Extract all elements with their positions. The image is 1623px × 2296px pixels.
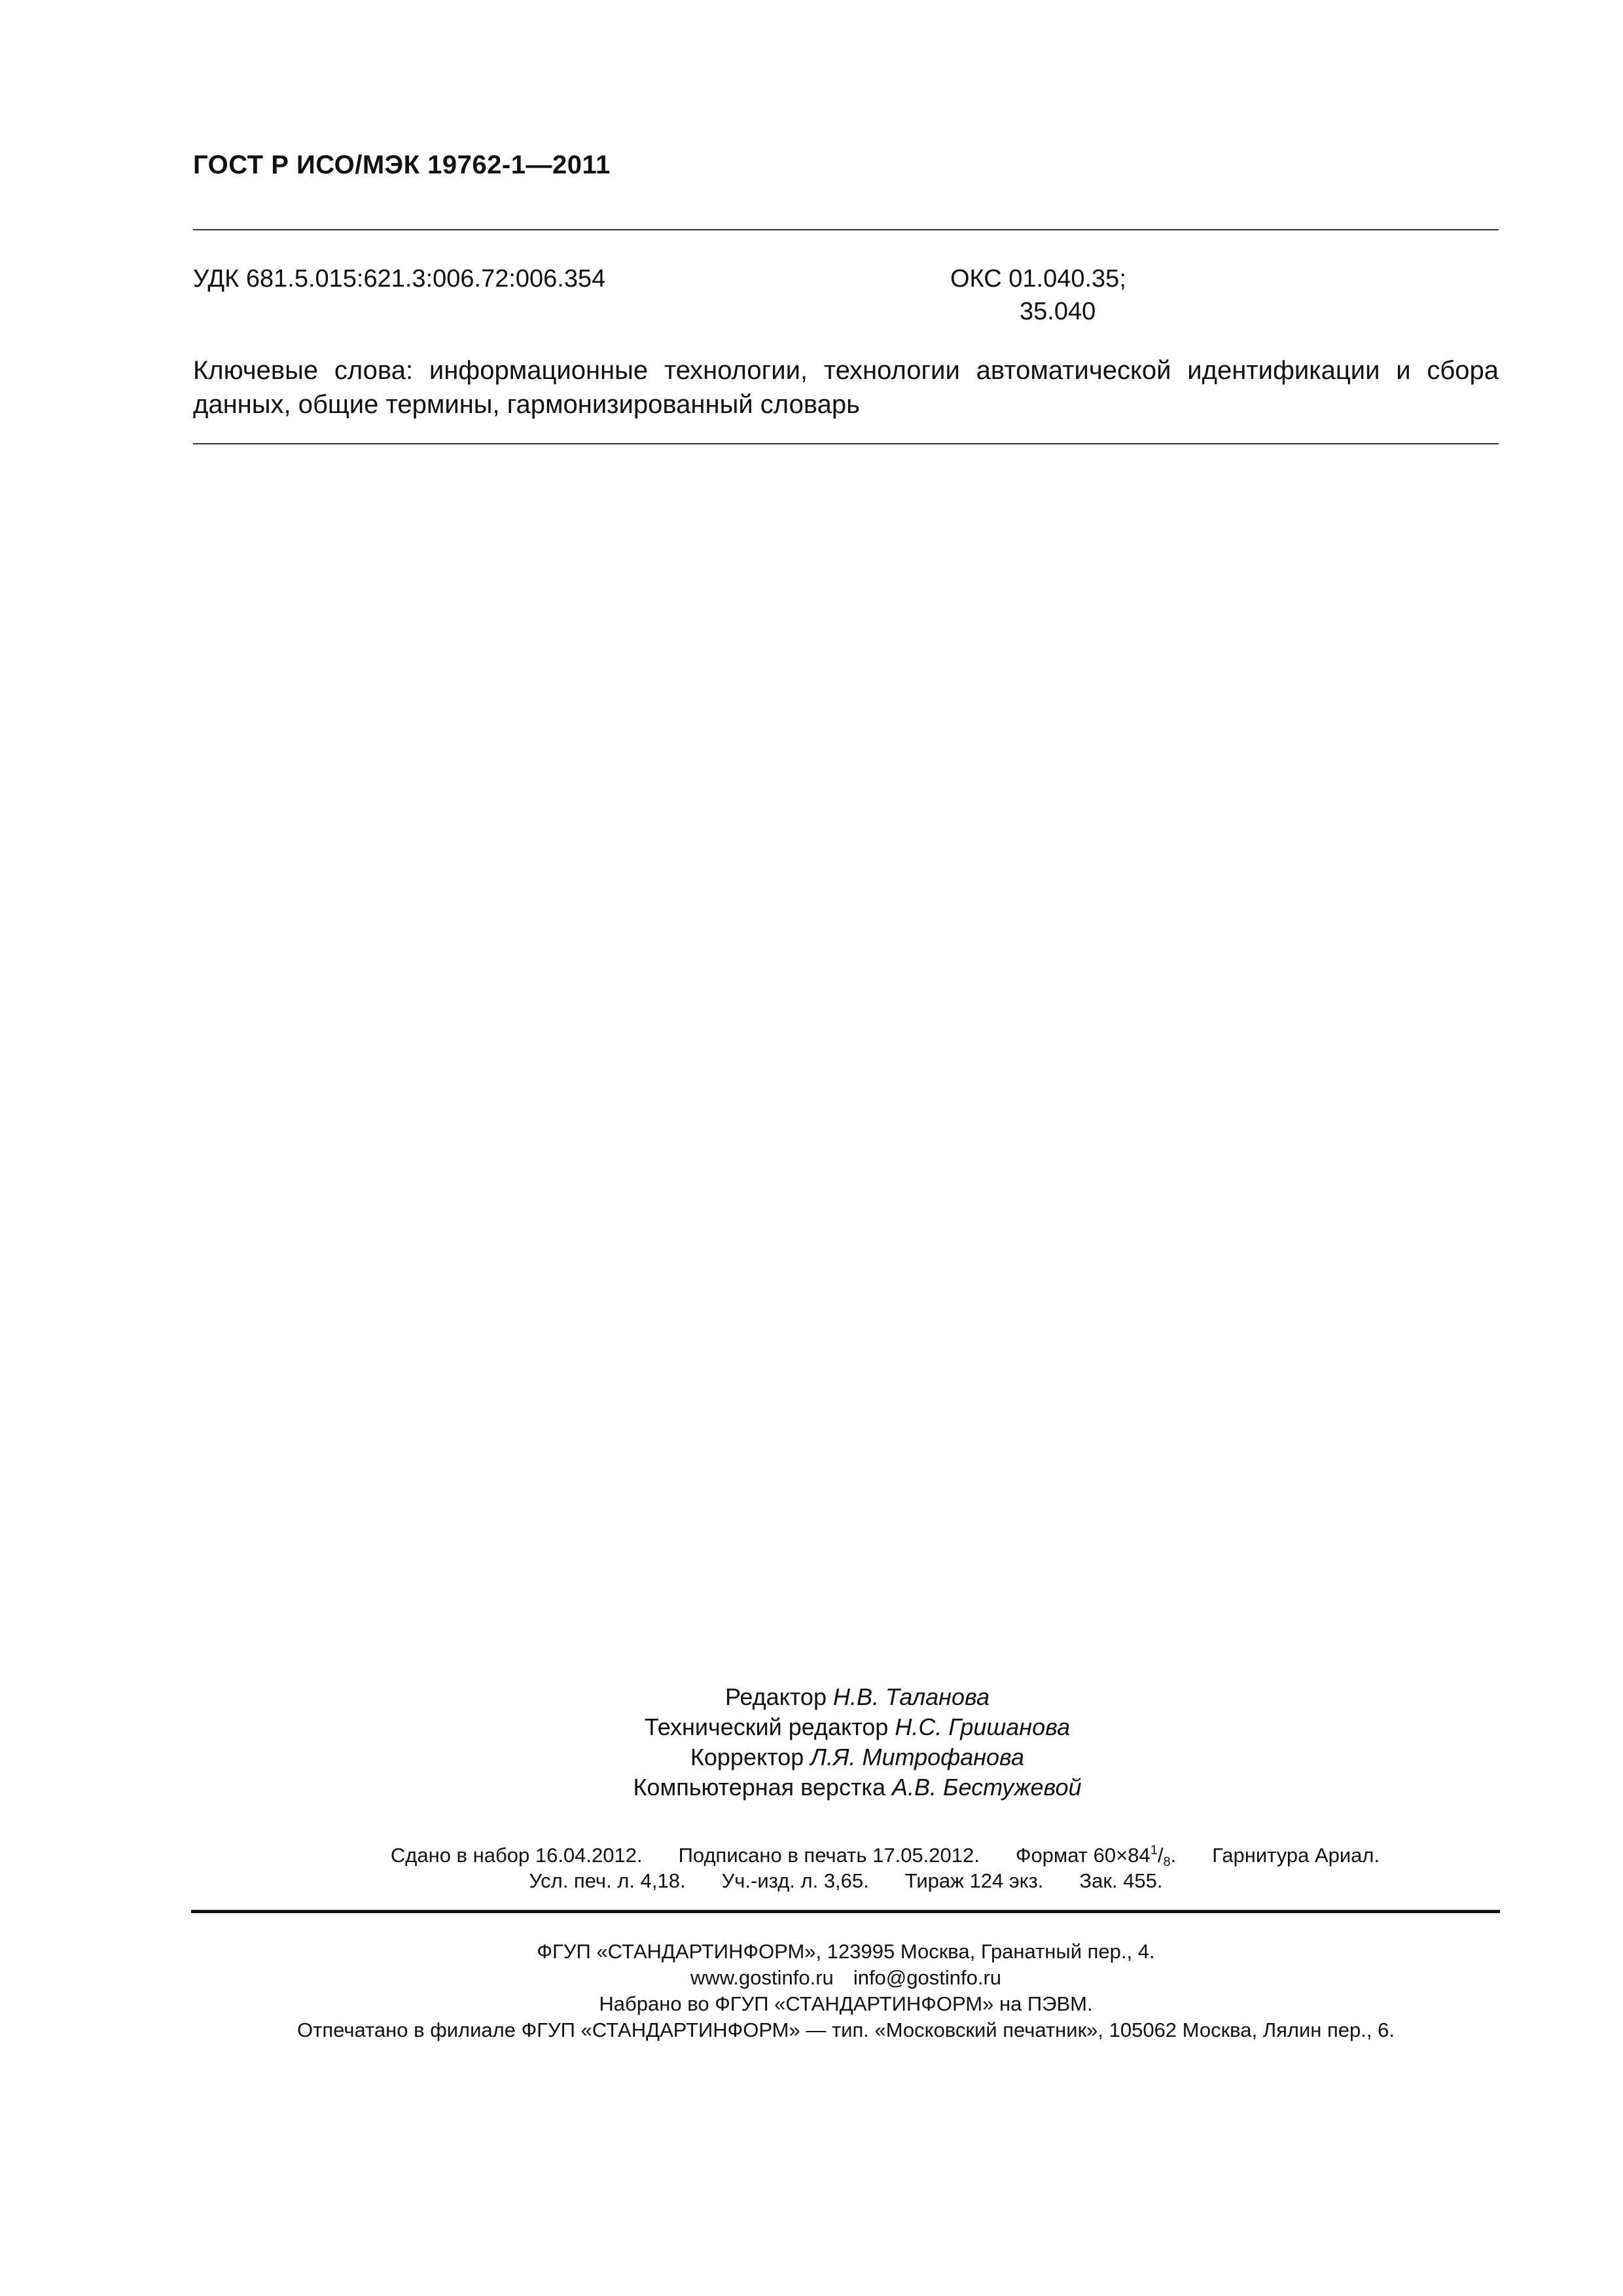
paper-format: Формат $60\times 84^1/_8$. xyxy=(1015,1843,1177,1869)
credits-block xyxy=(615,1682,1099,1803)
credit-person: Л.Я. Митрофанова xyxy=(810,1744,1025,1770)
credit-role: Технический редактор xyxy=(644,1713,889,1740)
signed-date: Подписано в печать 17.05.2012. xyxy=(678,1844,980,1867)
keywords-divider xyxy=(193,443,1499,444)
keywords-label: Ключевые слова: xyxy=(193,356,414,385)
oks-code-secondary: 35.040 xyxy=(1020,298,1096,325)
credit-person: А.В. Бестужевой xyxy=(892,1774,1082,1801)
credit-role: Редактор xyxy=(725,1683,827,1710)
credit-person: Н.С. Гришанова xyxy=(895,1713,1071,1740)
oks-code-primary: ОКС 01.040.35; xyxy=(950,265,1126,293)
publisher-sheets: Уч.-изд. л. 3,65. xyxy=(721,1869,869,1892)
document-code: ГОСТ Р ИСО/МЭК 19762-1—2011 xyxy=(193,151,611,179)
typeface: Гарнитура Ариал. xyxy=(1212,1844,1380,1867)
udk-code: УДК 681.5.015:621.3:006.72:006.354 xyxy=(193,265,606,293)
print-details-line2 xyxy=(193,1867,1499,1895)
submitted-date: Сдано в набор 16.04.2012. xyxy=(390,1844,643,1867)
credit-role: Корректор xyxy=(690,1744,804,1770)
keywords-text: информационные технологии, технологии автоматической идентификации и сбора данных, общие термины, гармонизированный словарь xyxy=(193,356,1499,419)
website-link[interactable]: www.gostinfo.ru xyxy=(690,1966,834,1989)
publisher-address: ФГУП «СТАНДАРТИНФОРМ», 123995 Москва, Гранатный пер., 4. xyxy=(537,1940,1155,1963)
credit-proofreader xyxy=(615,1742,1099,1772)
keywords-block xyxy=(193,353,1499,422)
typesetting-note: Набрано во ФГУП «СТАНДАРТИНФОРМ» на ПЭВМ. xyxy=(599,1992,1093,2015)
printing-note: Отпечатано в филиале ФГУП «СТАНДАРТИНФОРМ» — тип. «Московский печатник», 105062 Москва, Лялин пер., 6. xyxy=(297,2018,1395,2041)
email-link[interactable]: info@gostinfo.ru xyxy=(853,1966,1002,1989)
order-number: Зак. 455. xyxy=(1079,1869,1163,1892)
credit-layout xyxy=(615,1772,1099,1803)
header-divider xyxy=(193,229,1499,230)
credit-role: Компьютерная верстка xyxy=(633,1774,885,1801)
print-sheets: Усл. печ. л. 4,18. xyxy=(529,1869,686,1892)
credit-technical-editor xyxy=(615,1712,1099,1742)
footer-divider xyxy=(191,1910,1500,1913)
credit-person: Н.В. Таланова xyxy=(832,1683,990,1710)
credit-editor xyxy=(615,1682,1099,1712)
circulation: Тираж 124 экз. xyxy=(904,1869,1044,1892)
publisher-contacts xyxy=(193,1964,1499,1992)
